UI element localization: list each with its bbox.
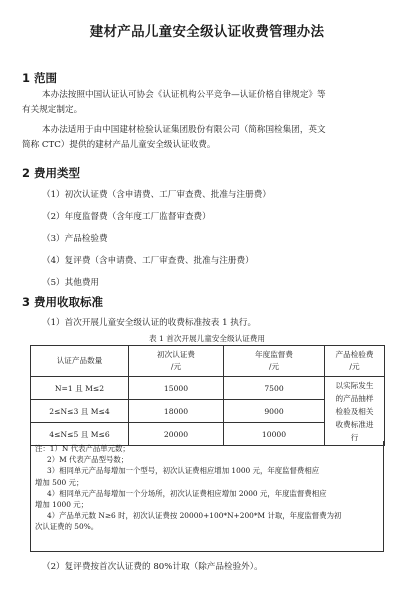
fee-type-item: （1）初次认证费（含申请费、工厂审查费、批准与注册费） bbox=[42, 190, 271, 200]
table-cell: N=1 且 M≤2 bbox=[31, 377, 129, 400]
table-header: 年度监督费 /元 bbox=[224, 346, 325, 377]
paragraph-scope-2: 本办法适用于由中国建材检验认证集团股份有限公司（简称国检集团，英文 bbox=[42, 125, 326, 135]
inspection-fee-note: 以实际发生 的产品抽样 检验及相关 收费标准进 行 bbox=[325, 377, 385, 446]
paragraph-scope-1: 本办法按照中国认证认可协会《认证机构公平竞争—认证价格自律规定》等 bbox=[42, 90, 326, 100]
table-notes bbox=[30, 441, 384, 552]
paragraph-scope-1-cont: 有关规定制定。 bbox=[22, 105, 83, 115]
table-cell: 18000 bbox=[129, 400, 224, 423]
note-line: 4）产品单元数 N≥6 时，初次认证费按 20000+100*N+200*M 计取，年度监督费为初 bbox=[47, 511, 342, 521]
fee-type-item: （4）复评费（含申请费、工厂审查费、批准与注册费） bbox=[42, 256, 254, 266]
note-line: 增加 500 元； bbox=[35, 477, 84, 487]
fee-standard-item-1: （1）首次开展儿童安全级认证的收费标准按表 1 执行。 bbox=[42, 318, 257, 328]
note-line: 2）M 代表产品型号数； bbox=[47, 455, 129, 465]
table-caption: 表 1 首次开展儿童安全级认证费用 bbox=[149, 334, 265, 343]
table-header: 认证产品数量 bbox=[31, 346, 129, 377]
fee-type-item: （3）产品检验费 bbox=[42, 234, 108, 244]
note-line: 3）相同单元产品每增加一个型号，初次认证费相应增加 1000 元，年度监督费相应 bbox=[47, 466, 320, 476]
fee-standard-item-2: （2）复评费按首次认证费的 80%计取（除产品检验外）。 bbox=[42, 562, 263, 572]
section-3-heading: 3 费用收取标准 bbox=[22, 295, 104, 309]
fee-type-item: （2）年度监督费（含年度工厂监督审查费） bbox=[42, 212, 211, 222]
table-cell: 4≤N≤5 且 M≤6 bbox=[31, 423, 129, 446]
table-cell: 15000 bbox=[129, 377, 224, 400]
table-cell: 2≤N≤3 且 M≤4 bbox=[31, 400, 129, 423]
table-cell: 10000 bbox=[224, 423, 325, 446]
table-row bbox=[31, 377, 385, 400]
fee-type-item: （5）其他费用 bbox=[42, 278, 100, 288]
note-line: 注：1）N 代表产品单元数； bbox=[35, 444, 130, 453]
fee-table bbox=[30, 345, 385, 446]
paragraph-scope-2-cont: 简称 CTC）提供的建材产品儿童安全级认证收费。 bbox=[22, 140, 216, 150]
table-cell: 20000 bbox=[129, 423, 224, 446]
note-line: 次认证费的 50%。 bbox=[35, 522, 99, 532]
table-cell: 7500 bbox=[224, 377, 325, 400]
section-2-heading: 2 费用类型 bbox=[22, 166, 81, 180]
table-cell: 9000 bbox=[224, 400, 325, 423]
note-line: 4）相同单元产品每增加一个分场所，初次认证费相应增加 2000 元，年度监督费相应 bbox=[47, 488, 327, 498]
document-title: 建材产品儿童安全级认证收费管理办法 bbox=[89, 24, 325, 40]
table-header: 产品检验费 /元 bbox=[325, 346, 385, 377]
table-header: 初次认证费 /元 bbox=[129, 346, 224, 377]
section-1-heading: 1 范围 bbox=[22, 71, 58, 85]
note-line: 增加 1000 元； bbox=[35, 500, 89, 510]
